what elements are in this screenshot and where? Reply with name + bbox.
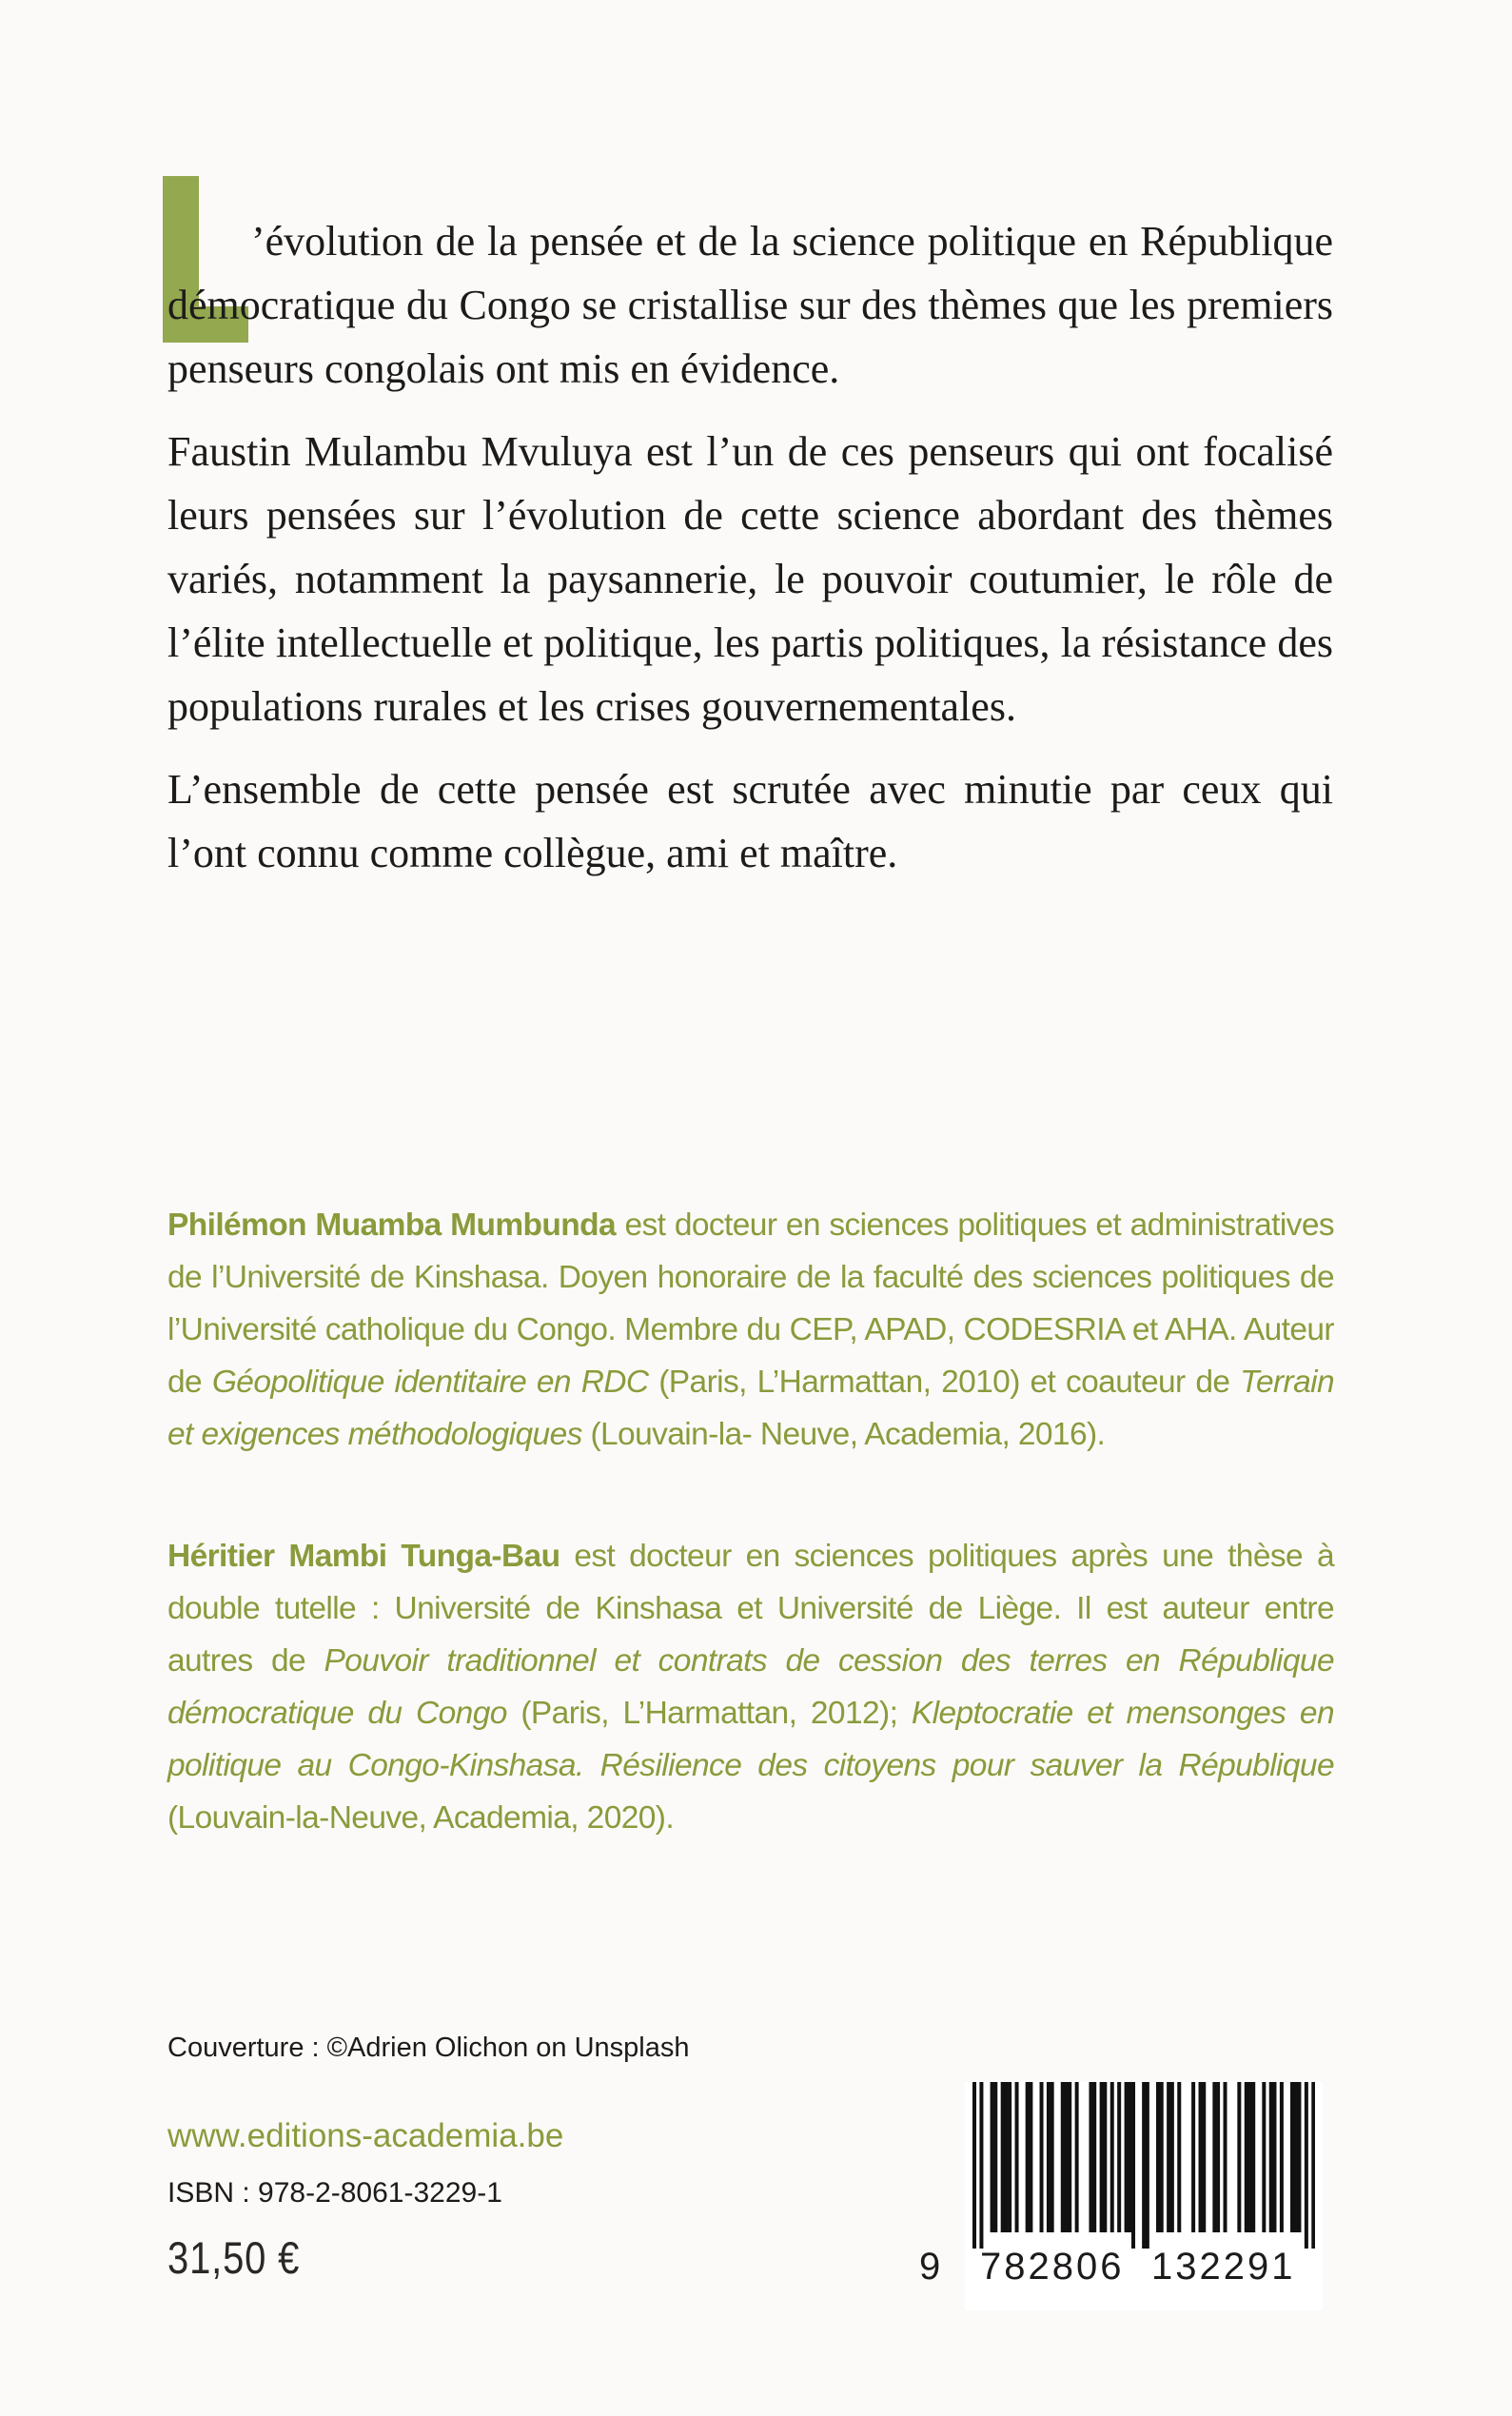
barcode-bar [1294, 2082, 1298, 2232]
barcode-bar [1245, 2082, 1248, 2232]
barcode-bar [1297, 2082, 1301, 2232]
author-bio-1 [167, 1199, 1334, 1461]
barcode-bar [1026, 2082, 1030, 2232]
barcode-bar [1004, 2082, 1008, 2232]
barcode-bar [1051, 2082, 1054, 2232]
bio1-book-title-b: Terrain et exigences méthodologiques [167, 1365, 1334, 1452]
isbn: ISBN : 978-2-8061-3229-1 [167, 2177, 502, 2209]
barcode-bar [1237, 2082, 1241, 2232]
barcode-bar [1146, 2082, 1149, 2249]
author-name-1: Philémon Muamba Mumbunda [167, 1208, 617, 1243]
barcode-bars [972, 2082, 1315, 2249]
barcode-bar [1047, 2082, 1051, 2232]
barcode-bar [1156, 2082, 1160, 2232]
barcode-bar [1110, 2082, 1114, 2232]
author-name-2: Héritier Mambi Tunga-Bau [167, 1539, 560, 1574]
barcode-bar [1202, 2082, 1206, 2232]
barcode-bar [1305, 2082, 1308, 2249]
barcode-bar [1064, 2082, 1068, 2232]
intro-paragraph-1: ’évolution de la pensée et de la science politique en République démocratique du Congo se cristallise sur des thèmes que les premiers penseurs congolais ont mis en évidence. [167, 218, 1333, 392]
barcode-bar [1160, 2082, 1164, 2232]
author-bio-2 [167, 1530, 1334, 1844]
bio1-text-a: est docteur en sciences politiques et administratives de l’Université de Kinshasa. Doyen honoraire de la faculté des sciences politiques de l’Université catholique du Congo. Membre du CEP, APAD, CODESRIA et AHA. Auteur de [167, 1208, 1334, 1400]
barcode-bar [993, 2082, 997, 2232]
barcode-bar [1142, 2082, 1146, 2249]
barcode-bar [1177, 2082, 1181, 2232]
barcode-bar [1290, 2082, 1294, 2232]
cover-credit: Couverture : ©Adrien Olichon on Unsplash [167, 2033, 690, 2063]
barcode-bar [1131, 2082, 1135, 2249]
barcode-bar [979, 2082, 983, 2249]
barcode-bar [1008, 2082, 1011, 2232]
bio2-text-a: est docteur en sciences politiques après une thèse à double tutelle : Université de Kinshasa et Université de Liège. Il est auteur entre autres de [167, 1539, 1334, 1679]
bio2-book-title-a: Pouvoir traditionnel et contrats de cession des terres en République démocratique du Congo [167, 1643, 1334, 1731]
barcode-bar [1212, 2082, 1216, 2232]
barcode-bar [1311, 2082, 1315, 2249]
barcode-bar [1092, 2082, 1096, 2232]
intro-paragraph-3: L’ensemble de cette pensée est scrutée avec minutie par ceux qui l’ont connu comme collègue, ami et maître. [167, 766, 1333, 876]
barcode-bar [1280, 2082, 1284, 2232]
price: 31,50 € [167, 2232, 301, 2283]
barcode-first-digit: 9 [919, 2246, 941, 2288]
bio1-book-title-a: Géopolitique identitaire en RDC [211, 1365, 649, 1400]
barcode-bar [991, 2082, 994, 2232]
publisher-website[interactable]: www.editions-academia.be [167, 2117, 564, 2154]
barcode-bar [1272, 2082, 1276, 2232]
bio1-text-c: (Louvain-la- Neuve, Academia, 2016). [581, 1417, 1106, 1452]
barcode-bar [1100, 2082, 1104, 2232]
barcode-bar [1089, 2082, 1092, 2232]
barcode-bar [1216, 2082, 1220, 2232]
intro-paragraph-2: Faustin Mulambu Mvuluya est l’un de ces penseurs qui ont focalisé leurs pensées sur l’évolution de cette science abordant des thèmes variés, notamment la paysannerie, le pouvoir coutumier, le rôle de l’élite intellectuelle et politique, les partis politiques, la résistance des populations rurales et les crises gouvernementales. [167, 428, 1333, 730]
barcode-bar [1224, 2082, 1227, 2232]
barcode-bar [1191, 2082, 1195, 2232]
barcode-bar [1029, 2082, 1032, 2232]
barcode-digits-group-2: 132291 [1151, 2246, 1296, 2288]
bio2-text-b: (Paris, L’Harmattan, 2012); [506, 1696, 912, 1731]
intro-text [167, 209, 1333, 904]
barcode-bar [1128, 2082, 1131, 2232]
bio2-text-c: (Louvain-la-Neuve, Academia, 2020). [167, 1800, 675, 1836]
bio2-book-title-b: Kleptocratie et mensonges en politique au Congo-Kinshasa. Résilience des citoyens pour sauver la République [167, 1696, 1334, 1783]
barcode-bar [1262, 2082, 1266, 2232]
barcode-bar [1068, 2082, 1071, 2232]
barcode-bar [1040, 2082, 1044, 2232]
barcode-digits-group-1: 782806 [980, 2246, 1125, 2288]
barcode-bar [1103, 2082, 1107, 2232]
barcode-bar [1061, 2082, 1065, 2232]
barcode-bar [1170, 2082, 1174, 2232]
barcode-bar [1199, 2082, 1203, 2232]
barcode-bar [972, 2082, 976, 2249]
barcode-bar [1247, 2082, 1251, 2232]
barcode-bar [1167, 2082, 1170, 2232]
barcode-bar [1125, 2082, 1129, 2232]
barcode-bar [1075, 2082, 1079, 2232]
barcode-bar [1269, 2082, 1273, 2232]
barcode-bar [1251, 2082, 1255, 2232]
bio1-text-b: (Paris, L’Harmattan, 2010) et coauteur de [648, 1365, 1241, 1400]
barcode-bar [1117, 2082, 1121, 2232]
barcode-bar [1015, 2082, 1019, 2232]
barcode-bar [1001, 2082, 1005, 2232]
